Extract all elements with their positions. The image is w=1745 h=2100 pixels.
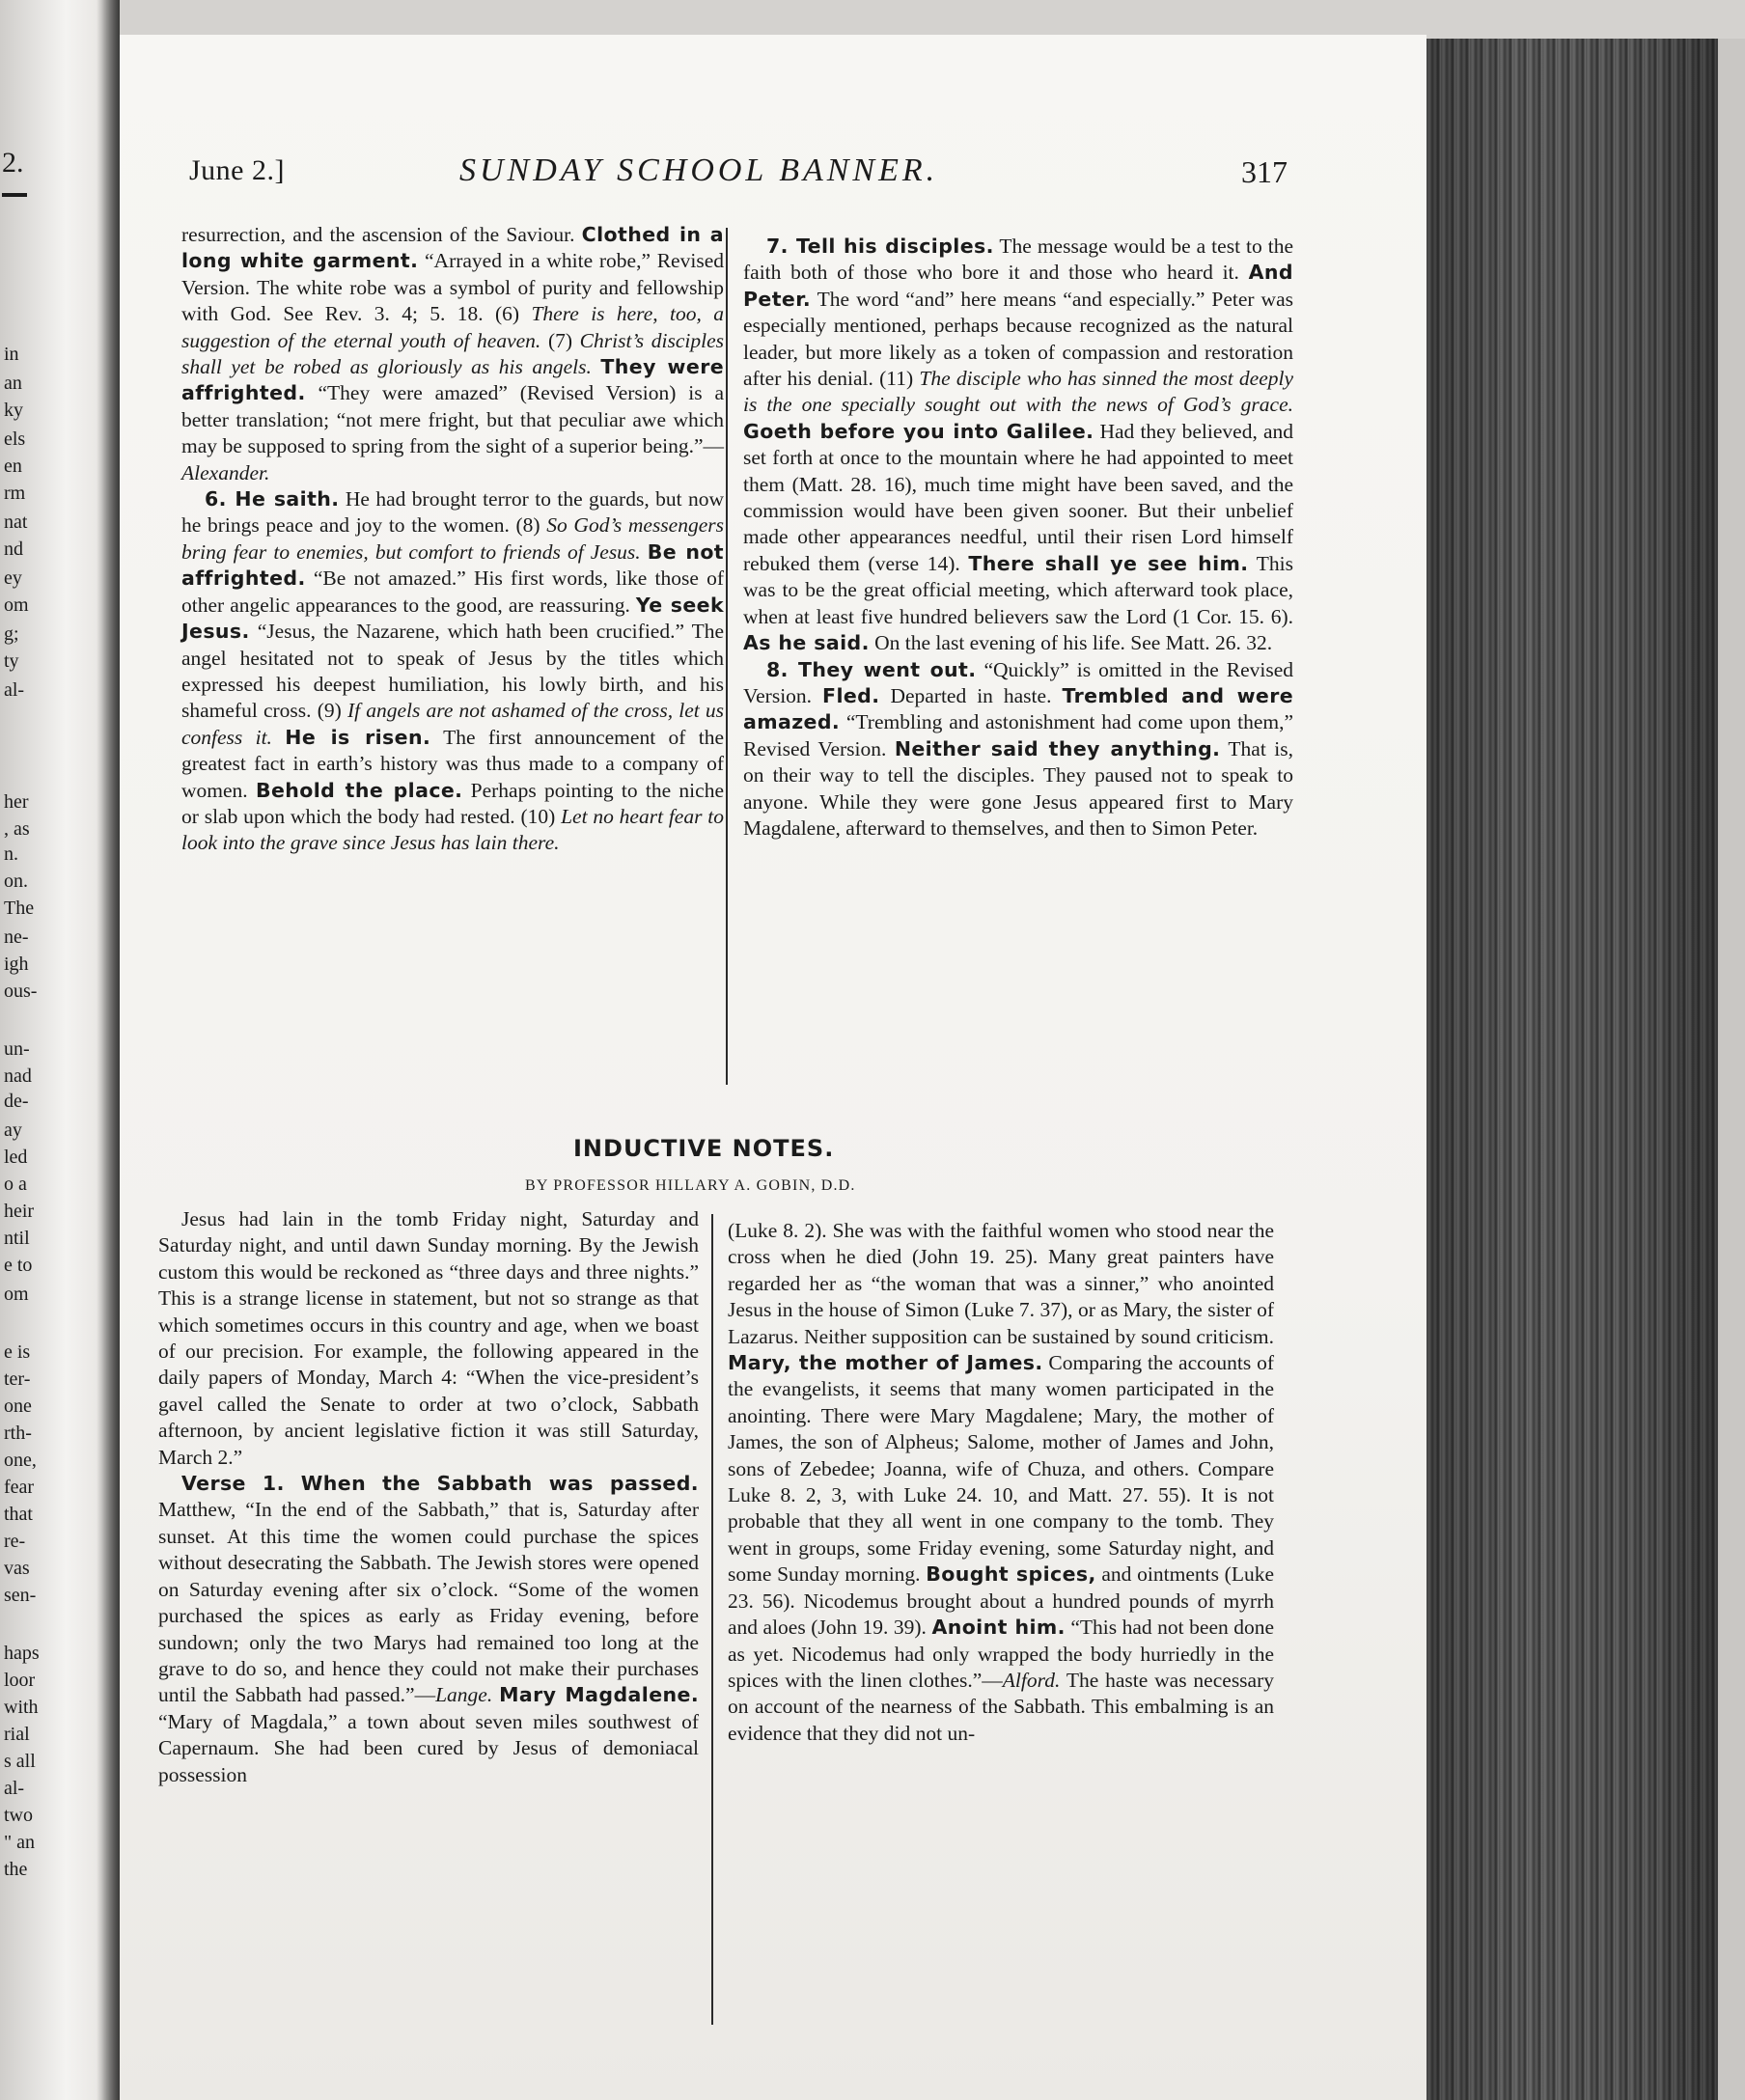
text: The first announcement of the greatest fact in earth’s history was thus made to a company of women. <box>181 725 724 802</box>
paragraph <box>743 234 1293 657</box>
text: “Quickly” is omitted in the Revised Version. <box>743 657 1294 707</box>
text: He had brought terror to the guards, but now he brings peace and joy to the women. (8) <box>181 487 724 538</box>
verse-heading: 7. Tell his disciples. <box>766 235 994 258</box>
italic-note: Christ’s disciples shall yet be robed as gloriously as his angels. <box>181 328 725 379</box>
facing-page-line-end: om <box>4 1284 29 1305</box>
facing-page-line-end: two <box>4 1805 33 1826</box>
bold-phrase: They were affrighted. <box>181 355 725 405</box>
paragraph <box>181 486 724 857</box>
header-page-number: 317 <box>1241 154 1288 189</box>
bold-phrase: As he said. <box>743 631 870 655</box>
bold-phrase: There shall ye see him. <box>968 551 1249 575</box>
italic-note: If angels are not ashamed of the cross, let us confess it. <box>181 699 724 749</box>
text: “This had not been done as yet. Nicodemus had only wrapped the body hurriedly in the spices with the linen clothes.”— <box>728 1616 1275 1692</box>
facing-page-fragment <box>0 0 120 2100</box>
page-edges-shade <box>1426 39 1745 2100</box>
text: The message would be a test to the faith both of those who bore it and those who heard it. <box>743 235 1293 285</box>
bold-phrase: Behold the place. <box>255 778 463 802</box>
facing-page-line-end: that <box>4 1504 33 1525</box>
facing-page-line-end: ntil <box>4 1228 30 1249</box>
header-title: SUNDAY SCHOOL BANNER. <box>459 152 939 188</box>
facing-page-line-end: one <box>4 1395 32 1417</box>
facing-page-line-end: nd <box>4 539 23 560</box>
italic-note: Let no heart fear to look into the grave since Jesus has lain there. <box>181 804 724 855</box>
text: (7) <box>547 328 573 352</box>
column-rule <box>711 1214 713 2025</box>
facing-page-line-end: igh <box>4 953 29 975</box>
facing-page-line-end: nat <box>4 511 28 533</box>
facing-page-line-end: fear <box>4 1477 35 1498</box>
verse-heading: 8. They went out. <box>766 657 977 681</box>
book-gutter <box>97 0 120 2100</box>
facing-page-line-end: ne- <box>4 926 29 948</box>
facing-page-line-end: re- <box>4 1531 26 1552</box>
text: Jesus had lain in the tomb Friday night, Saturday and Saturday night, and until dawn Sunday morning. By the Jewish custom this would be reckoned as “three days and three nights.” This is a strange license in statement, but not so strange as that which sometimes occurs in this country and age, when we boast of our precision. For example, the following appeared in the daily papers of Monday, March 4: “When the vice-president’s gavel called the Senate to order at two o’clock, Sabbath afternoon, by ancient legislative fiction it was still Saturday, March 2.” <box>158 1207 699 1469</box>
paragraph <box>158 1206 699 1471</box>
facing-page-line-end: n. <box>4 843 18 865</box>
facing-page-line-end: ous- <box>4 981 38 1002</box>
text: The haste was necessary on account of the nearness of the Sabbath. This embalming is an evidence that they did not un- <box>728 1668 1274 1745</box>
citation: Alford. <box>1002 1668 1061 1692</box>
facing-page-line-end: rial <box>4 1724 30 1745</box>
facing-page-line-end: ter- <box>4 1368 31 1390</box>
paragraph <box>728 1218 1274 1747</box>
facing-page-line-end: , as <box>4 818 30 840</box>
paragraph <box>158 1471 699 1788</box>
facing-page-line-end: heir <box>4 1201 35 1222</box>
section-title: INDUCTIVE NOTES. <box>573 1135 835 1162</box>
scan-margin <box>1718 39 1745 2100</box>
facing-page-line-end: one, <box>4 1450 37 1471</box>
facing-page-line-end: rth- <box>4 1423 32 1444</box>
facing-page-line-end: vas <box>4 1558 30 1579</box>
facing-page-line-end: om <box>4 594 29 616</box>
facing-page-line-end: the <box>4 1859 28 1880</box>
text: (Luke 8. 2). She was with the faithful women who stood near the cross when he died (John 19. 25). Many great painters have regarded her as “the woman that was a sinner,” who anointed Jesus in the house of Simon (Luke 7. 37), or as Mary, the sister of Lazarus. Neither supposition can be sustained by sound criticism. <box>728 1219 1274 1348</box>
bold-phrase: Fled. <box>822 683 880 707</box>
text: That is, on their way to tell the disciples. They paused not to speak to anyone. While they were gone Jesus appeared first to Mary Magdalene, afterward to themselves, and then to Simon Peter. <box>743 736 1293 840</box>
text: “Jesus, the Nazarene, which hath been crucified.” The angel hesitated not to speak of Jesus by the titles which expressed his deepest humiliation, his lowly birth, and his shameful cross. (9) <box>181 620 724 723</box>
column-top-left <box>181 222 724 857</box>
bold-phrase: Mary, the mother of James. <box>728 1351 1043 1375</box>
text: Comparing the accounts of the evangelists, it seems that many women participated in the anointing. There were Mary Magdalene; Mary, the mother of James, the son of Alpheus; Salome, mother of James and John, sons of Zebedee; Joanna, wife of Chuza, and others. Compare Luke 8. 2, 3, with Luke 24. 10, and Matt. 27. 55). It is not probable that they all went in one company to the tomb. They went in groups, some Friday evening, some Saturday night, and some Sunday morning. <box>728 1351 1275 1587</box>
italic-note: There is here, too, a suggestion of the eternal youth of heaven. <box>181 302 724 352</box>
citation: Lange. <box>435 1683 493 1707</box>
column-rule <box>726 228 728 1085</box>
facing-page-line-end: e to <box>4 1255 33 1276</box>
verse-heading: Verse 1. When the Sabbath was passed. <box>181 1472 699 1496</box>
facing-page-line-end: nad <box>4 1065 32 1087</box>
facing-page-line-end: en <box>4 456 22 477</box>
text: Perhaps pointing to the niche or slab upon which the body had rested. (10) <box>181 778 724 828</box>
facing-page-line-end: rm <box>4 483 26 504</box>
facing-page-line-end: in <box>4 344 19 365</box>
text: On the last evening of his life. See Matt. 26. 32. <box>874 631 1273 655</box>
text: “Arrayed in a white robe,” Revised Version. The white robe was a symbol of purity and fellowship with God. See Rev. 3. 4; 5. 18. (6) <box>181 249 724 326</box>
italic-note: The disciple who has sinned the most deeply is the one specially sought out with the news of God’s grace. <box>743 367 1294 417</box>
section-byline: BY PROFESSOR HILLARY A. GOBIN, D.D. <box>525 1177 856 1194</box>
facing-page-line-end: g; <box>4 623 19 645</box>
facing-page-line-end: al- <box>4 1778 25 1799</box>
bold-phrase: Goeth before you into Galilee. <box>743 419 1094 443</box>
facing-page-line-end: o a <box>4 1174 27 1195</box>
text: Matthew, “In the end of the Sabbath,” that is, Saturday after sunset. At this time the women could purchase the spices without desecrating the Sabbath. The Jewish stores were opened on Saturday evening after six o’clock. “Some of the women purchased the spices as early as Friday evening, before sundown; only the two Marys had remained too long at the grave to do so, and hence they could not make their purchases until the Sabbath had passed.”— <box>158 1498 699 1707</box>
text: “Be not amazed.” His first words, like those of other angelic appearances to the good, are reassuring. <box>181 566 725 617</box>
bold-phrase: He is risen. <box>285 725 431 749</box>
facing-page-line-end: un- <box>4 1038 30 1060</box>
column-top-right <box>743 234 1293 842</box>
facing-page-line-end: led <box>4 1147 28 1168</box>
facing-page-line-end: sen- <box>4 1585 37 1606</box>
facing-page-line-end: an <box>4 373 22 394</box>
facing-page-line-end: ay <box>4 1119 22 1141</box>
facing-page-line-end: on. <box>4 870 28 892</box>
bold-phrase: Be not affrighted. <box>181 539 725 591</box>
bold-phrase: Ye seek Jesus. <box>181 593 724 644</box>
facing-page-line-end: with <box>4 1697 39 1718</box>
text: “Trembling and astonishment had come upon them,” Revised Version. <box>743 710 1294 760</box>
bold-phrase: Neither said they anything. <box>894 736 1221 760</box>
running-header <box>189 147 1299 205</box>
text: The word “and” here means “and especially.” Peter was especially mentioned, perhaps because recognized as the natural leader, but more likely as a token of compassion and restoration after his denial. (11) <box>743 287 1293 391</box>
facing-page-line-end: ey <box>4 567 22 589</box>
facing-page-number: 2. <box>2 147 24 179</box>
text: resurrection, and the ascension of the Saviour. <box>181 223 575 246</box>
header-date: June 2.] <box>189 154 285 186</box>
facing-page-line-end: ky <box>4 400 23 421</box>
facing-page-line-end: her <box>4 791 29 813</box>
bold-phrase: Clothed in a long white garment. <box>181 223 724 273</box>
bold-phrase: Mary Magdalene. <box>499 1683 700 1707</box>
citation: Alexander. <box>181 460 270 484</box>
facing-page-line-end: ty <box>4 650 19 672</box>
bold-phrase: Bought spices, <box>926 1562 1096 1587</box>
facing-page-line-end: haps <box>4 1643 40 1664</box>
verse-heading: 6. He saith. <box>205 487 340 511</box>
bold-phrase: And Peter. <box>743 261 1293 311</box>
column-bottom-right <box>728 1218 1274 1747</box>
column-bottom-left <box>158 1206 699 1788</box>
text: and ointments (Luke 23. 56). Nicodemus brought about a hundred pounds of myrrh and aloes (John 19. 39). <box>728 1562 1275 1640</box>
text: “They were amazed” (Revised Version) is a better translation; “not mere fright, but that peculiar awe which may be supposed to spring from the sight of a superior being.”— <box>181 381 724 458</box>
facing-page-rule <box>2 193 27 197</box>
text: “Mary of Magdala,” a town about seven miles southwest of Capernaum. She had been cured by Jesus of demoniacal possession <box>158 1709 699 1786</box>
bold-phrase: Anoint him. <box>931 1616 1066 1640</box>
facing-page-line-end: al- <box>4 679 25 701</box>
facing-page-line-end: loor <box>4 1670 36 1691</box>
facing-page-line-end: de- <box>4 1091 29 1112</box>
text: Had they believed, and set forth at once to the mountain where he had appointed to meet them (Matt. 28. 16), much time might have been saved, and the commission would have been given sooner. But their unbelief made other appearances needful, until their risen Lord himself rebuked them (verse 14). <box>743 419 1294 575</box>
facing-page-line-end: els <box>4 428 26 450</box>
bold-phrase: Trembled and were amazed. <box>743 683 1294 734</box>
facing-page-line-end: The <box>4 898 35 919</box>
facing-page-line-end: s all <box>4 1751 36 1772</box>
italic-note: So God’s messengers bring fear to enemies, but comfort to friends of Jesus. <box>181 513 724 564</box>
facing-page-line-end: " an <box>4 1832 36 1853</box>
text: This was to be the great official meeting, which afterward took place, when at least five hundred believers saw the Lord (1 Cor. 15. 6). <box>743 551 1293 628</box>
paragraph <box>743 657 1293 843</box>
text: Departed in haste. <box>890 683 1052 707</box>
facing-page-line-end: e is <box>4 1341 31 1363</box>
paragraph <box>181 222 724 486</box>
